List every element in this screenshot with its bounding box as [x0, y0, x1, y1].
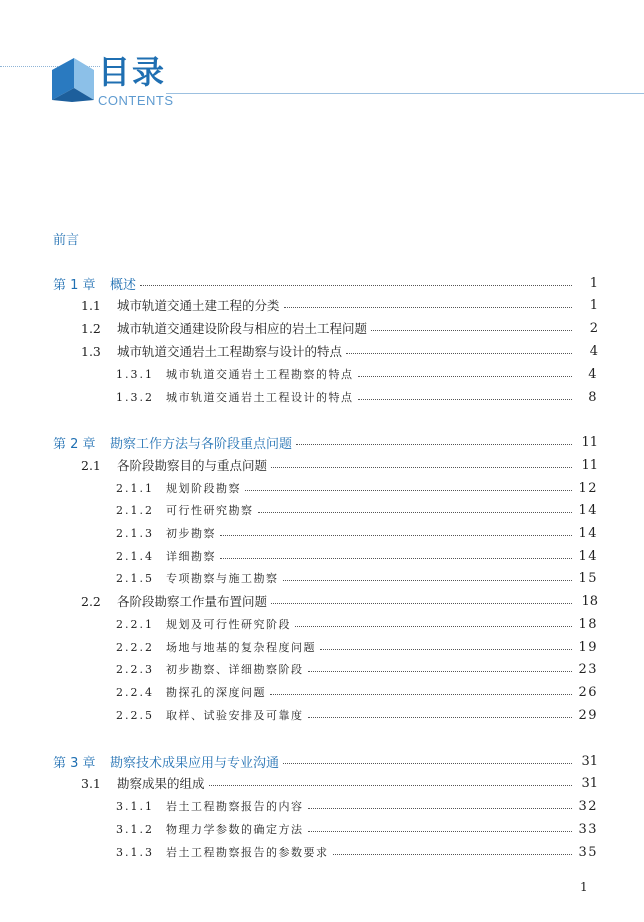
toc-entry-number: 第 2 章 — [53, 436, 96, 452]
toc-leader-dots — [271, 467, 572, 468]
toc-entry-label: 勘察技术成果应用与专业沟通 — [110, 755, 280, 771]
toc-entry-number: 2.2.4 — [116, 685, 154, 699]
toc-entry-label: 岩土工程勘察报告的参数要求 — [166, 846, 329, 859]
toc-leader-dots — [371, 330, 572, 331]
toc-leader-dots — [358, 399, 573, 400]
toc-leader-dots — [346, 353, 572, 354]
toc-entry-label: 物理力学参数的确定方法 — [166, 823, 304, 836]
toc-entry-page: 11 — [581, 457, 598, 473]
toc-leader-dots — [220, 558, 572, 559]
toc-entry-label: 城市轨道交通岩土工程勘察与设计的特点 — [117, 344, 343, 359]
toc-entry-page: 1 — [589, 275, 598, 291]
toc-leader-dots — [258, 512, 573, 513]
toc-entry-number: 3.1.3 — [116, 845, 154, 859]
toc-entry-label: 初步勘察 — [166, 527, 216, 540]
toc-entry[interactable] — [0, 796, 644, 816]
toc-leader-dots — [358, 376, 573, 377]
toc-entry-number: 1.3.1 — [116, 367, 154, 381]
toc-title: 目录 — [98, 53, 167, 91]
toc-entry[interactable] — [0, 637, 644, 657]
toc-entry-page: 2 — [589, 320, 598, 336]
toc-entry[interactable] — [0, 364, 644, 384]
toc-entry-page: 8 — [588, 389, 598, 405]
toc-leader-dots — [271, 603, 572, 604]
toc-leader-dots — [220, 535, 572, 536]
toc-entry-page: 19 — [578, 639, 598, 655]
toc-leader-dots — [140, 285, 572, 286]
toc-entry-page: 4 — [588, 366, 598, 382]
toc-leader-dots — [283, 763, 572, 764]
toc-entry-number: 2.1.4 — [116, 549, 154, 563]
toc-leader-dots — [320, 649, 572, 650]
toc-entry-label: 勘察成果的组成 — [117, 776, 205, 791]
toc-entry-page: 26 — [578, 684, 598, 700]
toc-leader-dots — [308, 671, 573, 672]
toc-leader-dots — [333, 854, 573, 855]
toc-entry[interactable] — [0, 842, 644, 862]
toc-entry-number: 3.1 — [81, 775, 101, 791]
toc-entry-label: 详细勘察 — [166, 550, 216, 563]
toc-entry-label: 城市轨道交通建设阶段与相应的岩土工程问题 — [117, 321, 368, 336]
toc-entry-page: 31 — [581, 753, 598, 769]
toc-entry[interactable] — [0, 318, 644, 338]
toc-entry[interactable] — [0, 478, 644, 498]
toc-entry-label: 城市轨道交通岩土工程勘察的特点 — [166, 368, 354, 381]
toc-entry[interactable] — [0, 387, 644, 407]
toc-entry[interactable] — [0, 568, 644, 588]
toc-entry[interactable] — [0, 432, 644, 452]
toc-leader-dots — [308, 717, 573, 718]
cube-logo-icon — [52, 58, 94, 102]
toc-entry-label: 规划及可行性研究阶段 — [166, 618, 291, 631]
toc-entry-label: 概述 — [110, 277, 137, 293]
toc-entry-number: 1.3.2 — [116, 390, 154, 404]
toc-entry-number: 2.1.1 — [116, 481, 154, 495]
toc-entry[interactable] — [0, 659, 644, 679]
toc-entry-number: 2.1 — [81, 457, 101, 473]
toc-entry-label: 可行性研究勘察 — [166, 504, 254, 517]
toc-leader-dots — [296, 444, 572, 445]
toc-entry-number: 1.3 — [81, 343, 101, 359]
toc-entry-page: 15 — [578, 570, 598, 586]
toc-entry[interactable] — [0, 455, 644, 475]
toc-entry[interactable] — [0, 614, 644, 634]
toc-entry-number: 1.1 — [81, 297, 101, 313]
toc-entry[interactable] — [0, 273, 644, 293]
toc-entry-page: 32 — [578, 798, 598, 814]
toc-entry[interactable] — [0, 591, 644, 611]
toc-entry-label: 取样、试验安排及可靠度 — [166, 709, 304, 722]
toc-entry-label: 规划阶段勘察 — [166, 482, 241, 495]
toc-leader-dots — [308, 808, 573, 809]
toc-leader-dots — [284, 307, 572, 308]
toc-entry[interactable] — [0, 773, 644, 793]
toc-entry[interactable] — [0, 751, 644, 771]
toc-entry-page: 14 — [578, 502, 598, 518]
toc-entry[interactable] — [0, 705, 644, 725]
toc-entry-page: 12 — [578, 480, 598, 496]
toc-leader-dots — [209, 785, 572, 786]
toc-leader-dots — [295, 626, 572, 627]
page-number: 1 — [580, 880, 588, 894]
toc-entry-label: 专项勘察与施工勘察 — [166, 572, 279, 585]
toc-entry-number: 2.2.1 — [116, 617, 154, 631]
toc-entry-page: 23 — [578, 661, 598, 677]
toc-entry[interactable] — [0, 341, 644, 361]
toc-entry-page: 29 — [578, 707, 598, 723]
toc-entry-label: 初步勘察、详细勘察阶段 — [166, 663, 304, 676]
toc-entry-number: 2.2.5 — [116, 708, 154, 722]
toc-entry[interactable] — [0, 500, 644, 520]
toc-entry[interactable] — [0, 546, 644, 566]
toc-entry-page: 14 — [578, 525, 598, 541]
toc-entry-page: 11 — [581, 434, 598, 450]
toc-preface-link[interactable]: 前言 — [53, 233, 80, 248]
toc-entry[interactable] — [0, 819, 644, 839]
toc-entry-page: 4 — [589, 343, 598, 359]
toc-entry-label: 勘察工作方法与各阶段重点问题 — [110, 436, 293, 452]
toc-entry[interactable] — [0, 295, 644, 315]
toc-leader-dots — [308, 831, 573, 832]
toc-entry-label: 城市轨道交通岩土工程设计的特点 — [166, 391, 354, 404]
toc-entry-label: 场地与地基的复杂程度问题 — [166, 641, 316, 654]
toc-entry-page: 14 — [578, 548, 598, 564]
toc-entry-page: 18 — [581, 593, 598, 609]
toc-entry-number: 2.1.2 — [116, 503, 154, 517]
toc-entry-page: 18 — [578, 616, 598, 632]
toc-entry-number: 2.1.3 — [116, 526, 154, 540]
toc-entry-page: 35 — [578, 844, 598, 860]
toc-subtitle: CONTENTS — [98, 93, 174, 108]
toc-entry-label: 勘探孔的深度问题 — [166, 686, 266, 699]
toc-entry-number: 2.2 — [81, 593, 101, 609]
toc-entry-label: 各阶段勘察工作量布置问题 — [117, 594, 268, 609]
toc-leader-dots — [270, 694, 572, 695]
toc-entry-page: 33 — [578, 821, 598, 837]
toc-entry-number: 1.2 — [81, 320, 101, 336]
header-rule — [166, 93, 644, 94]
toc-entry-page: 1 — [589, 297, 598, 313]
toc-entry-number: 2.2.3 — [116, 662, 154, 676]
toc-entry-number: 3.1.1 — [116, 799, 154, 813]
toc-entry[interactable] — [0, 682, 644, 702]
toc-entry-number: 第 3 章 — [53, 755, 96, 771]
toc-entry-number: 2.2.2 — [116, 640, 154, 654]
toc-entry-number: 3.1.2 — [116, 822, 154, 836]
toc-entry[interactable] — [0, 523, 644, 543]
toc-entry-number: 2.1.5 — [116, 571, 154, 585]
toc-entry-label: 城市轨道交通土建工程的分类 — [117, 298, 280, 313]
toc-entry-number: 第 1 章 — [53, 277, 96, 293]
toc-entry-label: 各阶段勘察目的与重点问题 — [117, 458, 268, 473]
toc-entry-page: 31 — [581, 775, 598, 791]
toc-entry-label: 岩土工程勘察报告的内容 — [166, 800, 304, 813]
toc-leader-dots — [283, 580, 573, 581]
toc-leader-dots — [245, 490, 572, 491]
